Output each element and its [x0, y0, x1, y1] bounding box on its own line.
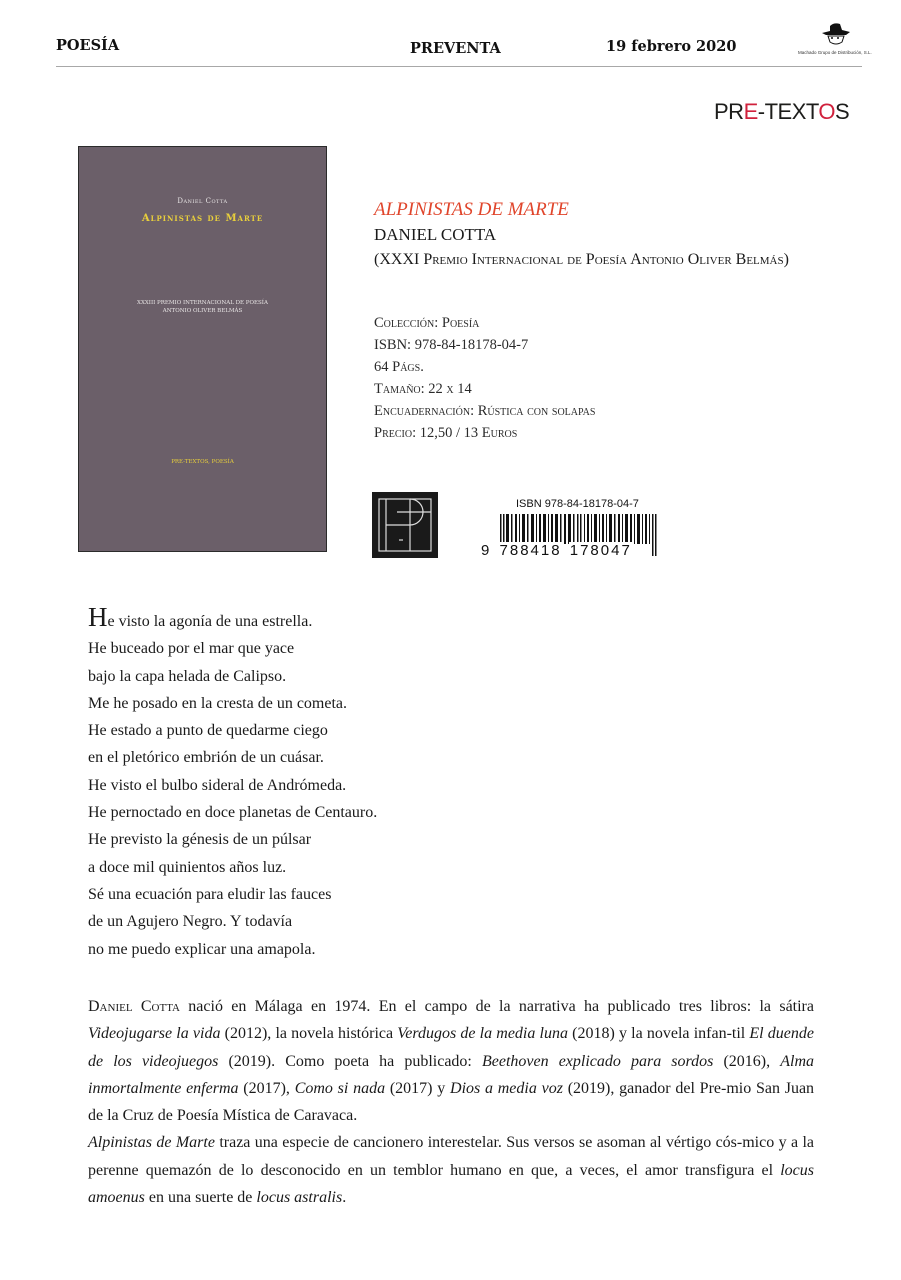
cover-title: Alpinistas de Marte [141, 213, 264, 224]
book-info [374, 198, 789, 272]
poem-line: He visto el bulbo sideral de Andrómeda. [88, 776, 347, 794]
release-date: 19 febrero 2020 [606, 38, 737, 55]
spec-binding: Encuadernación: Rústica con solapas [374, 403, 596, 419]
author-bio [88, 993, 814, 1211]
bio-paragraph: Daniel Cotta nació en Málaga en 1974. En el campo de la narrativa ha publicado tres libros: la sátira Videojugarse la vida (2012), la novela histórica Verdugos de la media luna (2018) y la novela infan-til El duende de los videojuegos (2019). Como poeta ha publicado: Beethoven explicado para sordos (2016), Alma inmortalmente enferma (2017), Como si nada (2017) y Dios a media voz (2019), ganador del Pre-mio San Juan de la Cruz de Poesía Mística de Caravaca. [88, 998, 815, 1125]
barcode-digits: 9 788418 178047 [481, 542, 632, 559]
poem-line: Me he posado en la cresta de un cometa. [88, 694, 348, 712]
pt-monogram-logo [372, 492, 438, 558]
section-label: POESÍA [56, 37, 120, 54]
book-specs [374, 312, 595, 444]
distributor-caption: Machado Grupo de Distribución, S.L. [798, 50, 872, 55]
spec-isbn: ISBN: 978-84-18178-04-7 [374, 337, 529, 353]
poem-line: He previsto la génesis de un púlsar [88, 831, 312, 849]
poem-line: He estado a punto de quedarme ciego [88, 722, 328, 740]
poem-line: He pernoctado en doce planetas de Centauro. [88, 804, 378, 822]
cover-publisher: PRE-TEXTOS, POESÍA [171, 459, 234, 465]
book-author: DANIEL COTTA [374, 225, 497, 244]
poem-line: Sé una ecuación para eludir las fauces [88, 885, 332, 903]
poem-line: He buceado por el mar que yace [88, 640, 295, 658]
poem-line: a doce mil quinientos años luz. [88, 858, 287, 876]
spec-size: Tamaño: 22 x 14 [374, 381, 472, 397]
poem-excerpt [88, 602, 378, 963]
synopsis-paragraph: Alpinistas de Marte traza una especie de cancionero interestelar. Sus versos se asoman al vértigo cós-mico y a la perenne quemazón de lo desconocido en un temblor humano en que, a veces, el amor transfigura el locus amoenus en una suerte de locus astralis. [88, 1134, 814, 1207]
status-label: PREVENTA [410, 40, 501, 57]
isbn-barcode [480, 498, 670, 562]
cover-prize: XXXIII PREMIO INTERNACIONAL DE POESÍA ANTONIO OLIVER BELMÁS [137, 300, 268, 314]
book-cover [78, 146, 327, 552]
distributor-logo [798, 20, 872, 64]
spec-pages: 64 Págs. [374, 359, 424, 375]
hat-face-icon [816, 20, 856, 52]
spec-price: Precio: 12,50 / 13 Euros [374, 425, 518, 441]
poem-line: no me puedo explicar una amapola. [88, 940, 316, 958]
poem-line: bajo la capa helada de Calipso. [88, 667, 287, 685]
book-title: ALPINISTAS DE MARTE [374, 199, 569, 220]
cover-author: Daniel Cotta [177, 197, 228, 205]
barcode-isbn-label: ISBN 978-84-18178-04-7 [516, 498, 639, 510]
spec-collection: Colección: Poesía [374, 315, 480, 331]
pt-monogram-icon [372, 492, 438, 558]
pretextos-logo: PRE-TEXTOS [714, 99, 850, 124]
poem-line: He visto la agonía de una estrella. [88, 602, 313, 632]
poem-line: de un Agujero Negro. Y todavía [88, 913, 293, 931]
drop-cap: H [88, 602, 108, 632]
poem-line: en el pletórico embrión de un cuásar. [88, 749, 324, 767]
book-prize: (XXXI Premio Internacional de Poesía Antonio Oliver Belmás) [374, 251, 789, 268]
page-header [56, 30, 872, 67]
